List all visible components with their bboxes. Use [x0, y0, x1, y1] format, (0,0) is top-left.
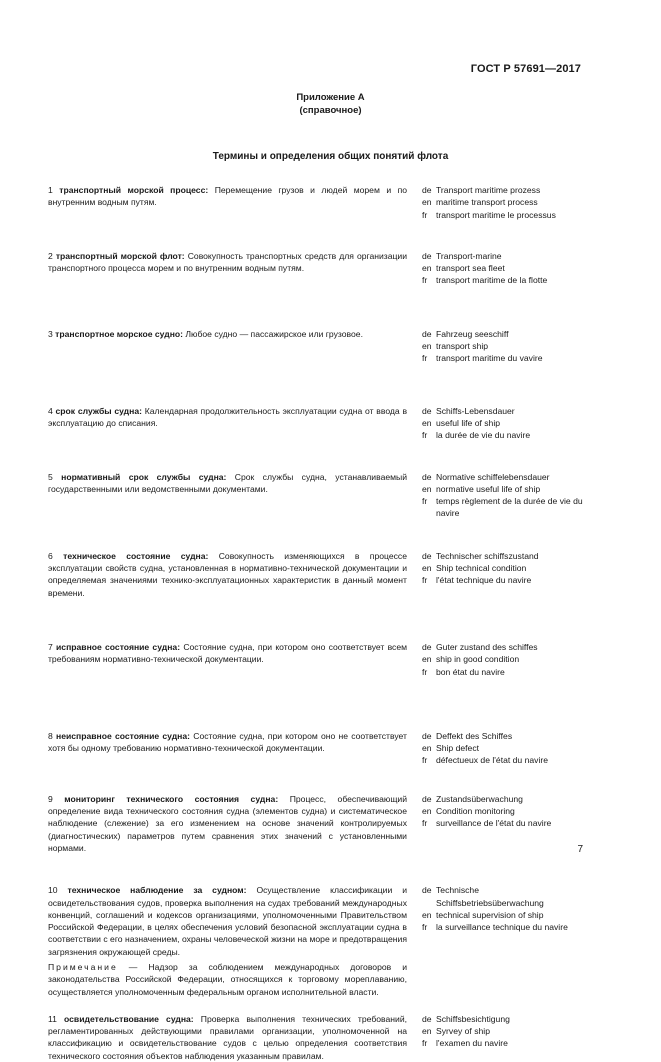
translation-fr — [422, 574, 588, 586]
translation-lang: en — [422, 909, 432, 920]
translation-text: Deffekt des Schiffes — [436, 730, 513, 741]
translation-de — [422, 405, 588, 417]
term-definition-block — [48, 641, 407, 678]
term-entry — [48, 730, 588, 767]
term-name: исправное состояние судна: — [56, 641, 181, 652]
translation-fr — [422, 1037, 588, 1049]
term-entry — [48, 328, 588, 365]
term-name: неисправное состояние судна: — [56, 730, 191, 741]
term-definition-block — [48, 730, 407, 767]
term-definition-block — [48, 328, 407, 365]
translation-text: transport maritime de la flotte — [436, 275, 548, 286]
translation-text: Technischer schiffszustand — [436, 550, 539, 561]
translation-lang: de — [422, 328, 432, 339]
term-entry — [48, 471, 588, 520]
term-paragraph — [48, 250, 407, 275]
terms-list — [48, 184, 588, 1062]
term-translations — [422, 405, 588, 442]
translation-text: transport sea fleet — [436, 263, 505, 274]
translation-lang: fr — [422, 755, 428, 766]
term-definition: Состояние судна, при котором оно соответствует всем требованиям нормативно-технической документации. — [48, 641, 408, 665]
term-paragraph — [48, 471, 407, 496]
translation-lang: de — [422, 641, 432, 652]
term-name: транспортный морской процесс: — [59, 185, 209, 195]
translation-text: technical supervision of ship — [436, 909, 544, 920]
term-translations — [422, 730, 588, 767]
translation-text: Syrvey of ship — [436, 1026, 490, 1037]
doc-code: ГОСТ Р 57691—2017 — [470, 63, 581, 75]
translation-lang: fr — [422, 575, 428, 586]
term-definition: Срок службы судна, устанавливаемый государственными или ведомственными документами. — [48, 471, 408, 494]
translation-text: Technische Schiffsbetriebsüberwachung — [436, 885, 544, 908]
term-name: освидетельствование судна: — [64, 1013, 194, 1024]
translation-lang: fr — [422, 209, 428, 220]
translation-lang: fr — [422, 353, 428, 364]
term-definition-block — [48, 184, 407, 221]
translation-lang: fr — [422, 275, 428, 286]
translation-fr — [422, 274, 588, 286]
term-paragraph — [48, 1013, 407, 1062]
translation-text: Zustandsüberwachung — [436, 793, 523, 804]
note-text: — Надзор за соблюдением международных договоров и законодательства Российской Федерации, относящихся к торговому мореплаванию, осуществляется уполномоченным федеральным органом исполнительной власти. — [48, 961, 407, 997]
translation-text: surveillance de l'état du navire — [436, 818, 552, 829]
translation-text: useful life of ship — [436, 417, 501, 428]
translation-de — [422, 328, 588, 340]
translation-text: ship in good condition — [436, 654, 520, 665]
translation-de — [422, 641, 588, 653]
term-definition: Календарная продолжительность эксплуатации судна от ввода в эксплуатацию до списания. — [48, 405, 408, 428]
term-translations — [422, 793, 588, 854]
term-entry — [48, 641, 588, 678]
translation-lang: de — [422, 250, 432, 261]
translation-en — [422, 1025, 588, 1037]
translation-lang: fr — [422, 818, 428, 829]
term-name: нормативный срок службы судна: — [61, 471, 227, 482]
term-translations — [422, 250, 588, 287]
term-definition-block — [48, 793, 407, 854]
term-definition-block — [48, 550, 407, 599]
term-number: 4 — [48, 405, 53, 416]
term-definition-block — [48, 884, 407, 998]
term-number: 11 — [48, 1013, 57, 1024]
appendix-title: Приложение А — [296, 92, 365, 103]
term-definition: Совокупность изменяющихся в процессе эксплуатации свойств судна, установленная в нормативно-технической документации и определяемая значениями технико-эксплуатационных характеристик в данный момент времени. — [48, 550, 407, 598]
translation-de — [422, 1013, 588, 1025]
translation-text: Fahrzeug seeschiff — [436, 328, 509, 339]
translation-text: bon état du navire — [436, 666, 505, 677]
translation-fr — [422, 921, 588, 933]
term-definition: Осуществление классификации и освидетельствования судов, проверка выполнения на судах требований международных конвенций, соглашений и кодексов организациями, уполномоченными Правительством Российской Федерации, в целях обеспечения условий безопасной эксплуатации судна в соответствии с его назначением, охраны человеческой жизни на море и предотвращения загрязнения окружающей среды. — [48, 885, 408, 957]
term-definition-block — [48, 405, 407, 442]
translation-de — [422, 250, 588, 262]
term-number: 9 — [48, 793, 53, 804]
term-paragraph — [48, 184, 407, 209]
translation-fr — [422, 352, 588, 364]
term-definition-block — [48, 1013, 407, 1062]
term-name: техническое состояние судна: — [63, 550, 209, 561]
translation-text: Schiffs-Lebensdauer — [436, 405, 515, 416]
translation-en — [422, 742, 588, 754]
term-entry — [48, 793, 588, 854]
translation-lang: de — [422, 185, 432, 195]
translation-lang: de — [422, 1013, 432, 1024]
translation-text: Ship defect — [436, 743, 479, 754]
term-paragraph — [48, 641, 407, 666]
translation-de — [422, 884, 588, 909]
translation-lang: en — [422, 806, 432, 817]
term-entry — [48, 405, 588, 442]
term-translations — [422, 884, 588, 998]
term-paragraph — [48, 884, 407, 958]
term-name: транспортный морской флот: — [55, 250, 185, 261]
term-paragraph — [48, 550, 407, 599]
translation-lang: fr — [422, 1038, 428, 1049]
translation-text: la surveillance technique du navire — [436, 922, 568, 933]
translation-de — [422, 730, 588, 742]
appendix-heading — [0, 91, 661, 117]
translation-de — [422, 793, 588, 805]
translation-en — [422, 417, 588, 429]
translation-lang: en — [422, 743, 432, 754]
translation-en — [422, 483, 588, 495]
term-number: 6 — [48, 550, 53, 561]
translation-lang: en — [422, 483, 432, 494]
term-entry — [48, 550, 588, 599]
term-number: 2 — [48, 250, 53, 261]
term-translations — [422, 471, 588, 520]
translation-lang: fr — [422, 666, 428, 677]
translation-text: défectueux de l'état du navire — [436, 755, 549, 766]
appendix-subtitle: (справочное) — [299, 105, 362, 116]
translation-en — [422, 909, 588, 921]
translation-lang: fr — [422, 922, 428, 933]
term-name: техническое наблюдение за судном: — [67, 885, 247, 896]
term-name: срок службы судна: — [55, 405, 142, 416]
translation-fr — [422, 429, 588, 441]
term-definition: Процесс, обеспечивающий определение вида технического состояния судна (элементов судна) и систематическое наблюдение (слежение) за его изменением на основе значений контролируемых (диагностических) параметров путем сравнения этих значений с установленными нормами. — [48, 793, 408, 853]
translation-text: Guter zustand des schiffes — [436, 641, 538, 652]
translation-text: l'état technique du navire — [436, 575, 532, 586]
translation-de — [422, 550, 588, 562]
translation-lang: en — [422, 263, 432, 274]
translation-lang: de — [422, 793, 432, 804]
term-number: 8 — [48, 730, 53, 741]
translation-text: Schiffsbesichtigung — [436, 1013, 510, 1024]
translation-lang: en — [422, 197, 432, 208]
term-translations — [422, 641, 588, 678]
translation-text: Ship technical condition — [436, 563, 527, 574]
translation-lang: en — [422, 654, 432, 665]
page-number: 7 — [577, 844, 583, 855]
term-definition: Перемещение грузов и людей морем и по внутренним водным путям. — [48, 185, 407, 208]
term-entry — [48, 184, 588, 221]
translation-de — [422, 184, 588, 196]
term-definition: Любое судно — пассажирское или грузовое. — [185, 328, 363, 339]
translation-text: transport ship — [436, 341, 489, 352]
translation-lang: de — [422, 730, 432, 741]
translation-lang: fr — [422, 496, 428, 507]
translation-text: Normative schiffelebensdauer — [436, 471, 550, 482]
translation-fr — [422, 817, 588, 829]
translation-text: temps règlement de la durée de vie du navire — [436, 496, 583, 519]
translation-text: maritime transport process — [436, 197, 538, 208]
term-definition-block — [48, 250, 407, 287]
term-translations — [422, 184, 588, 221]
translation-lang: de — [422, 405, 432, 416]
term-paragraph — [48, 793, 407, 854]
term-translations — [422, 1013, 588, 1062]
note-label: Примечание — [48, 961, 118, 972]
term-definition-block — [48, 471, 407, 520]
translation-lang: en — [422, 1026, 432, 1037]
term-definition: Совокупность транспортных средств для организации транспортного процесса морем и по внутренним водным путям. — [48, 250, 408, 274]
translation-text: Transport maritime prozess — [436, 185, 541, 195]
term-definition: Проверка выполнения технических требований, регламентированных действующими правилами организации, уполномоченной на классификацию и освидетельствование судов с целью определения соответствия технического состояния объектов наблюдения указанным правилам. — [48, 1013, 408, 1061]
translation-text: normative useful life of ship — [436, 483, 541, 494]
term-note — [48, 961, 407, 998]
term-paragraph — [48, 328, 407, 340]
term-number: 10 — [48, 885, 58, 896]
translation-fr — [422, 495, 588, 520]
translation-fr — [422, 754, 588, 766]
translation-text: Transport-marine — [436, 250, 502, 261]
term-entry — [48, 250, 588, 287]
translation-text: Condition monitoring — [436, 806, 515, 817]
translation-en — [422, 653, 588, 665]
translation-de — [422, 471, 588, 483]
translation-text: la durée de vie du navire — [436, 430, 531, 441]
term-name: мониторинг технического состояния судна: — [64, 793, 279, 804]
translation-lang: de — [422, 885, 432, 896]
term-entry — [48, 1013, 588, 1062]
term-definition: Состояние судна, при котором оно не соответствует хотя бы одному требованию нормативно-технической документации. — [48, 730, 407, 754]
translation-en — [422, 340, 588, 352]
translation-en — [422, 262, 588, 274]
term-translations — [422, 550, 588, 599]
translation-text: transport maritime le processus — [436, 209, 556, 220]
translation-lang: en — [422, 563, 432, 574]
translation-en — [422, 562, 588, 574]
term-number: 3 — [48, 328, 53, 339]
translation-text: transport maritime du vavire — [436, 353, 543, 364]
term-number: 1 — [48, 185, 53, 195]
translation-fr — [422, 209, 588, 221]
term-paragraph — [48, 405, 407, 430]
translation-fr — [422, 666, 588, 678]
translation-en — [422, 196, 588, 208]
term-paragraph — [48, 730, 407, 755]
term-name: транспортное морское судно: — [55, 328, 183, 339]
translation-lang: en — [422, 341, 432, 352]
section-title: Термины и определения общих понятий флота — [212, 151, 449, 162]
translation-lang: de — [422, 471, 432, 482]
translation-lang: en — [422, 417, 432, 428]
term-translations — [422, 328, 588, 365]
translation-lang: fr — [422, 430, 428, 441]
translation-en — [422, 805, 588, 817]
translation-lang: de — [422, 550, 432, 561]
term-number: 7 — [48, 641, 53, 652]
translation-text: l'examen du navire — [436, 1038, 508, 1049]
term-entry — [48, 884, 588, 998]
term-number: 5 — [48, 471, 53, 482]
